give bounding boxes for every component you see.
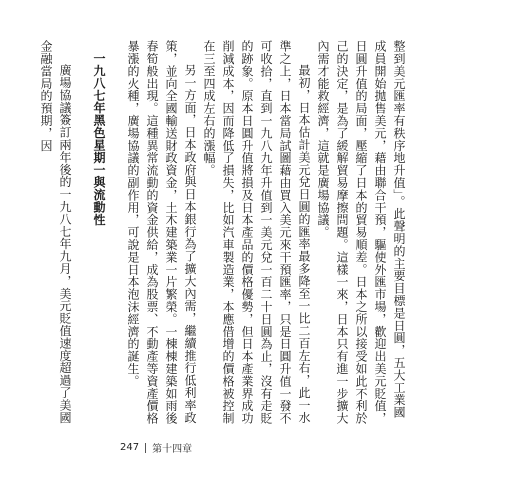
paragraph: 廣場協議簽訂兩年後的一九八七年九月，美元貶值速度超過了美國金融當局的預期，因 [39,40,72,424]
chapter-label: 第十四章 [152,444,193,455]
paragraph: 最初，日本估計美元兌日圓的匯率最多降至一比二百左右，此一水準之上，日本當局試圖藉由買入美元來干預匯率，只是日圓升值一發不可收拾，直到一九八九年升值到一美元兌一百二十日圓為止，沒有走貶的跡象。原本日圓升值將損及日本產品的價格優勢，但日本產業界成功削減成本，因而降低了損失，比如汽車製造業，本應借增的價格被控制在三至四成左右的漲幅。 [202,40,311,425]
footer-divider [145,443,146,453]
page-footer [120,440,192,455]
section-spacer [74,40,82,430]
paragraph: 整到美元匯率有秩序地升值」。此聲明的主要目標是日圓，五大工業國成員開始拋售美元，藉由聯合干預，驅使外匯市場，歡迎出美元貶值，日圓升值的局面，壓縮了日本的貿易順差。日本之所以接受如此不利於己的決定，是為了緩解貿易摩擦問題。這樣一來，日本只有進一步擴大內需才能救經濟，這就是廣場協議。 [316,40,406,425]
section-heading: 一九八七年黑色星期一與流動性 [92,52,106,226]
body-text [36,40,408,430]
section-spacer [115,40,123,430]
paragraph: 另一方面，日本政府與日本銀行為了擴大內需，繼續推行低利率政策，並向全國輸送財政資金，土木建築業一片繁榮。一棟棟建築如雨後春筍般出現。這種異常流動的資金供給，成為股票、不動產等資產價格暴漲的火種，廣場協議的副作用，可說是日本泡沫經濟的誕生。 [126,40,197,425]
page-number: 247 [120,442,140,453]
